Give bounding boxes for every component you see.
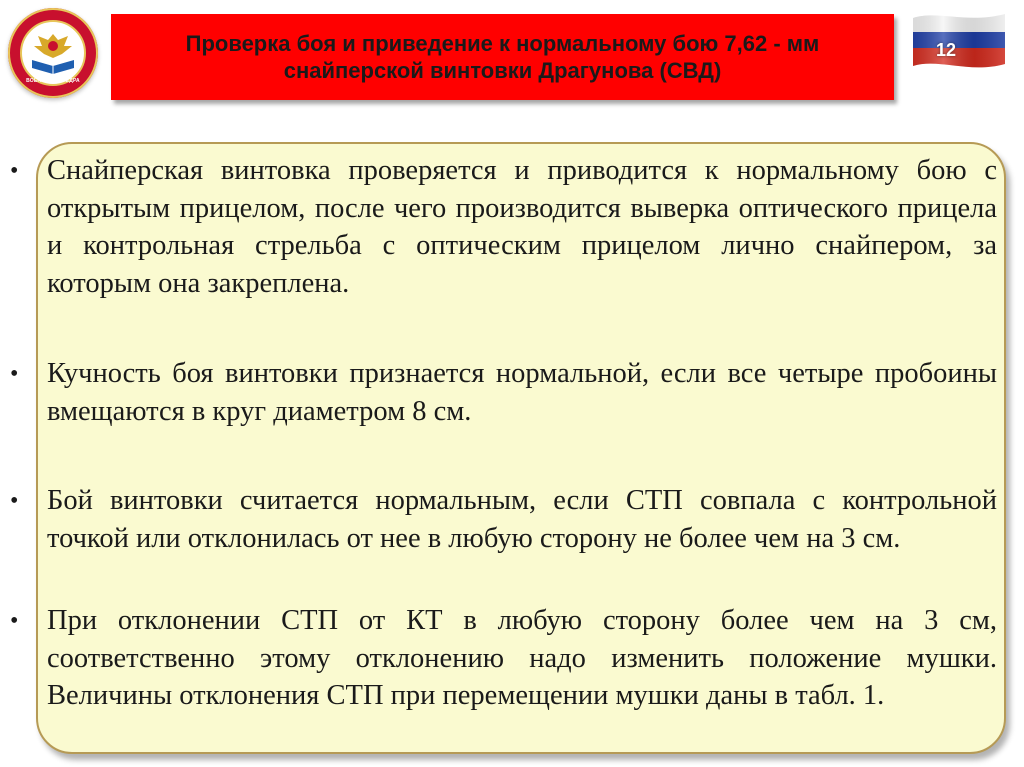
bullet-text: При отклонении СТП от КТ в любую сторону более чем на 3 см, соответственно этому отклонению надо изменить положение мушки. Величины отклонения СТП при перемещении мушки даны в табл. 1. xyxy=(47,605,997,711)
bullet-text: Бой винтовки считается нормальным, если СТП совпала с контрольной точкой или отклонилась от нее в любую сторону не более чем на 3 см. xyxy=(47,485,997,554)
eagle-book-icon xyxy=(22,22,84,84)
header-banner xyxy=(111,14,894,100)
page-title-line-1: Проверка боя и приведение к нормальному бою 7,62 - мм xyxy=(185,31,820,56)
emblem-center xyxy=(20,20,86,86)
bullet-marker: • xyxy=(10,488,19,514)
page-number: 12 xyxy=(935,40,957,60)
bullet-text: Снайперская винтовка проверяется и приводится к нормальному бою с открытым прицелом, после чего производится выверка оптического прицела и контрольная стрельба с оптическим прицелом лично снайпером, за которым она закреплена. xyxy=(47,155,997,299)
military-department-emblem xyxy=(8,8,98,98)
page-title xyxy=(111,30,894,84)
bullet-marker: • xyxy=(10,608,19,634)
emblem-caption: ВОЕННАЯ КАФЕДРА xyxy=(26,78,80,84)
bullet-marker: • xyxy=(10,361,19,387)
bullet-text: Кучность боя винтовки признается нормальной, если все четыре пробоины вмещаются в круг диаметром 8 см. xyxy=(47,358,997,427)
bullet-marker: • xyxy=(10,158,19,184)
page-title-line-2: снайперской винтовки Драгунова (СВД) xyxy=(283,58,722,83)
